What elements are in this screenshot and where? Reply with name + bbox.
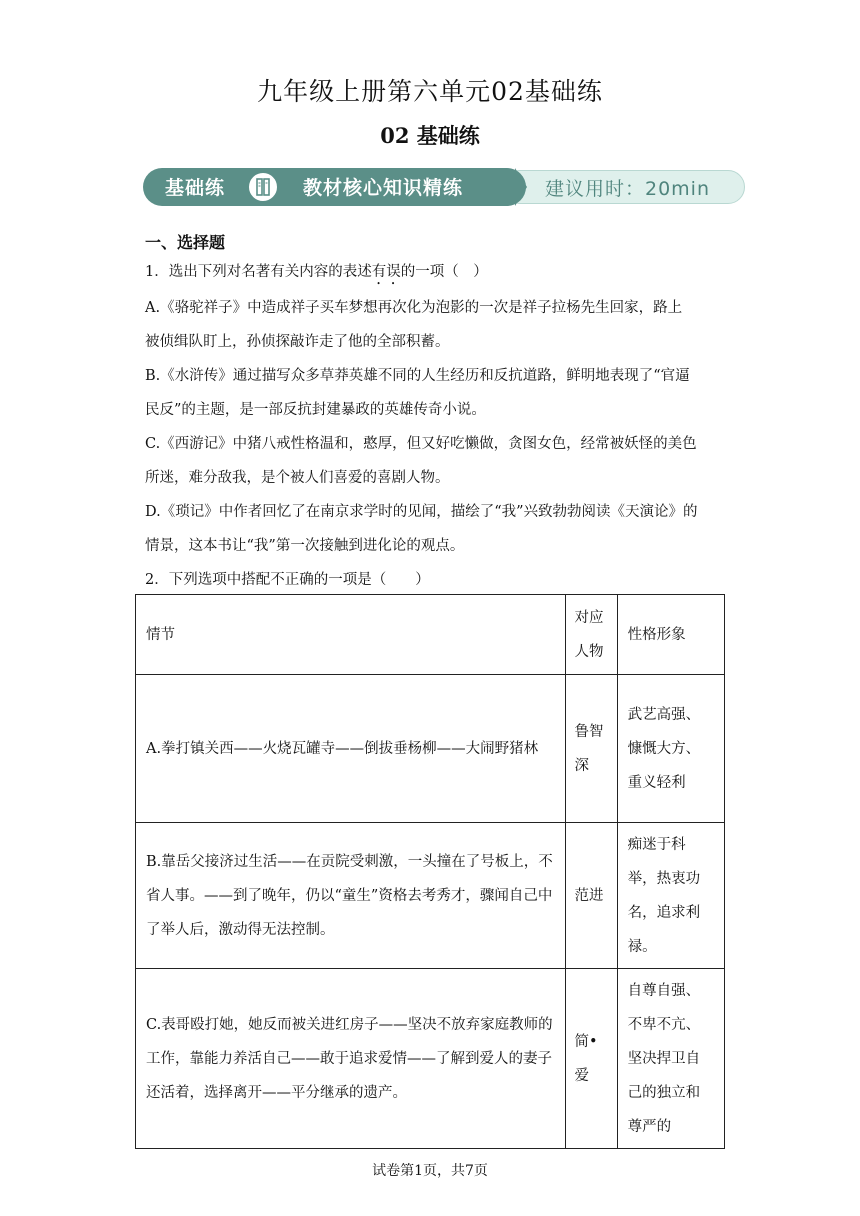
banner-label-basic: 基础练: [165, 177, 226, 199]
row-b-plot: B.靠岳父接济过生活——在贡院受刺激，一头撞在了号板上，不省人事。——到了晚年，仍以“童生”资格去考秀才，骤闻自己中了举人后，激动得无法控制。: [136, 823, 566, 969]
question-1-option-b: B.《水浒传》通过描写众多草莽英雄不同的人生经历和反抗道路，鲜明地表现了“官逼: [145, 368, 690, 384]
page-footer: 试卷第1页，共7页: [372, 1163, 488, 1179]
section-heading: 一、选择题: [145, 233, 226, 252]
row-c-trait: 自尊自强、不卑不亢、坚决捍卫自己的独立和尊严的: [617, 969, 724, 1149]
banner-suggested-time: 建议用时：20min: [545, 178, 711, 200]
document-subtitle: 02 基础练: [380, 123, 480, 148]
row-b-person: 范进: [566, 823, 617, 969]
question-1-stem: 1．选出下列对名著有关内容的表述有误的一项（ ）: [145, 264, 488, 280]
header-trait: 性格形象: [617, 595, 724, 675]
document-title: 九年级上册第六单元02基础练: [257, 77, 603, 106]
header-plot: 情节: [136, 595, 566, 675]
question-2-stem: 2．下列选项中搭配不正确的一项是（ ）: [145, 572, 430, 588]
row-c-person: 简•爱: [566, 969, 617, 1149]
book-icon: [247, 171, 279, 203]
question-1-option-b-cont: 民反”的主题，是一部反抗封建暴政的英雄传奇小说。: [145, 402, 486, 418]
banner-label-core: 教材核心知识精练: [303, 177, 464, 199]
table-row: [136, 675, 725, 823]
question-1-option-c-cont: 所迷，难分敌我，是个被人们喜爱的喜剧人物。: [145, 470, 450, 486]
question-2-table: [135, 594, 725, 1149]
question-1-option-d: D.《琐记》中作者回忆了在南京求学时的见闻，描绘了“我”兴致勃勃阅读《天演论》的: [145, 504, 698, 520]
table-header-row: [136, 595, 725, 675]
question-1-option-a: A.《骆驼祥子》中造成祥子买车梦想再次化为泡影的一次是祥子拉杨先生回家，路上: [145, 300, 683, 316]
row-b-trait: 痴迷于科举，热衷功名，追求利禄。: [617, 823, 724, 969]
row-a-trait: 武艺高强、慷慨大方、重义轻利: [617, 675, 724, 823]
question-1-option-a-cont: 被侦缉队盯上，孙侦探敲诈走了他的全部积蓄。: [145, 334, 450, 350]
header-person: 对应人物: [566, 595, 617, 675]
section-banner: [143, 168, 745, 206]
table-row: [136, 823, 725, 969]
row-a-plot: A.拳打镇关西——火烧瓦罐寺——倒拔垂杨柳——大闹野猪林: [136, 675, 566, 823]
banner-arrow: [515, 168, 527, 206]
row-a-person: 鲁智深: [566, 675, 617, 823]
question-1-option-d-cont: 情景，这本书让“我”第一次接触到进化论的观点。: [145, 538, 465, 554]
table-row: [136, 969, 725, 1149]
row-c-plot: C.表哥殴打她，她反而被关进红房子——坚决不放弃家庭教师的工作，靠能力养活自己——敢于追求爱情——了解到爱人的妻子还活着，选择离开——平分继承的遗产。: [136, 969, 566, 1149]
question-1-option-c: C.《西游记》中猪八戒性格温和，憨厚，但又好吃懒做，贪图女色，经常被妖怪的美色: [145, 436, 697, 452]
